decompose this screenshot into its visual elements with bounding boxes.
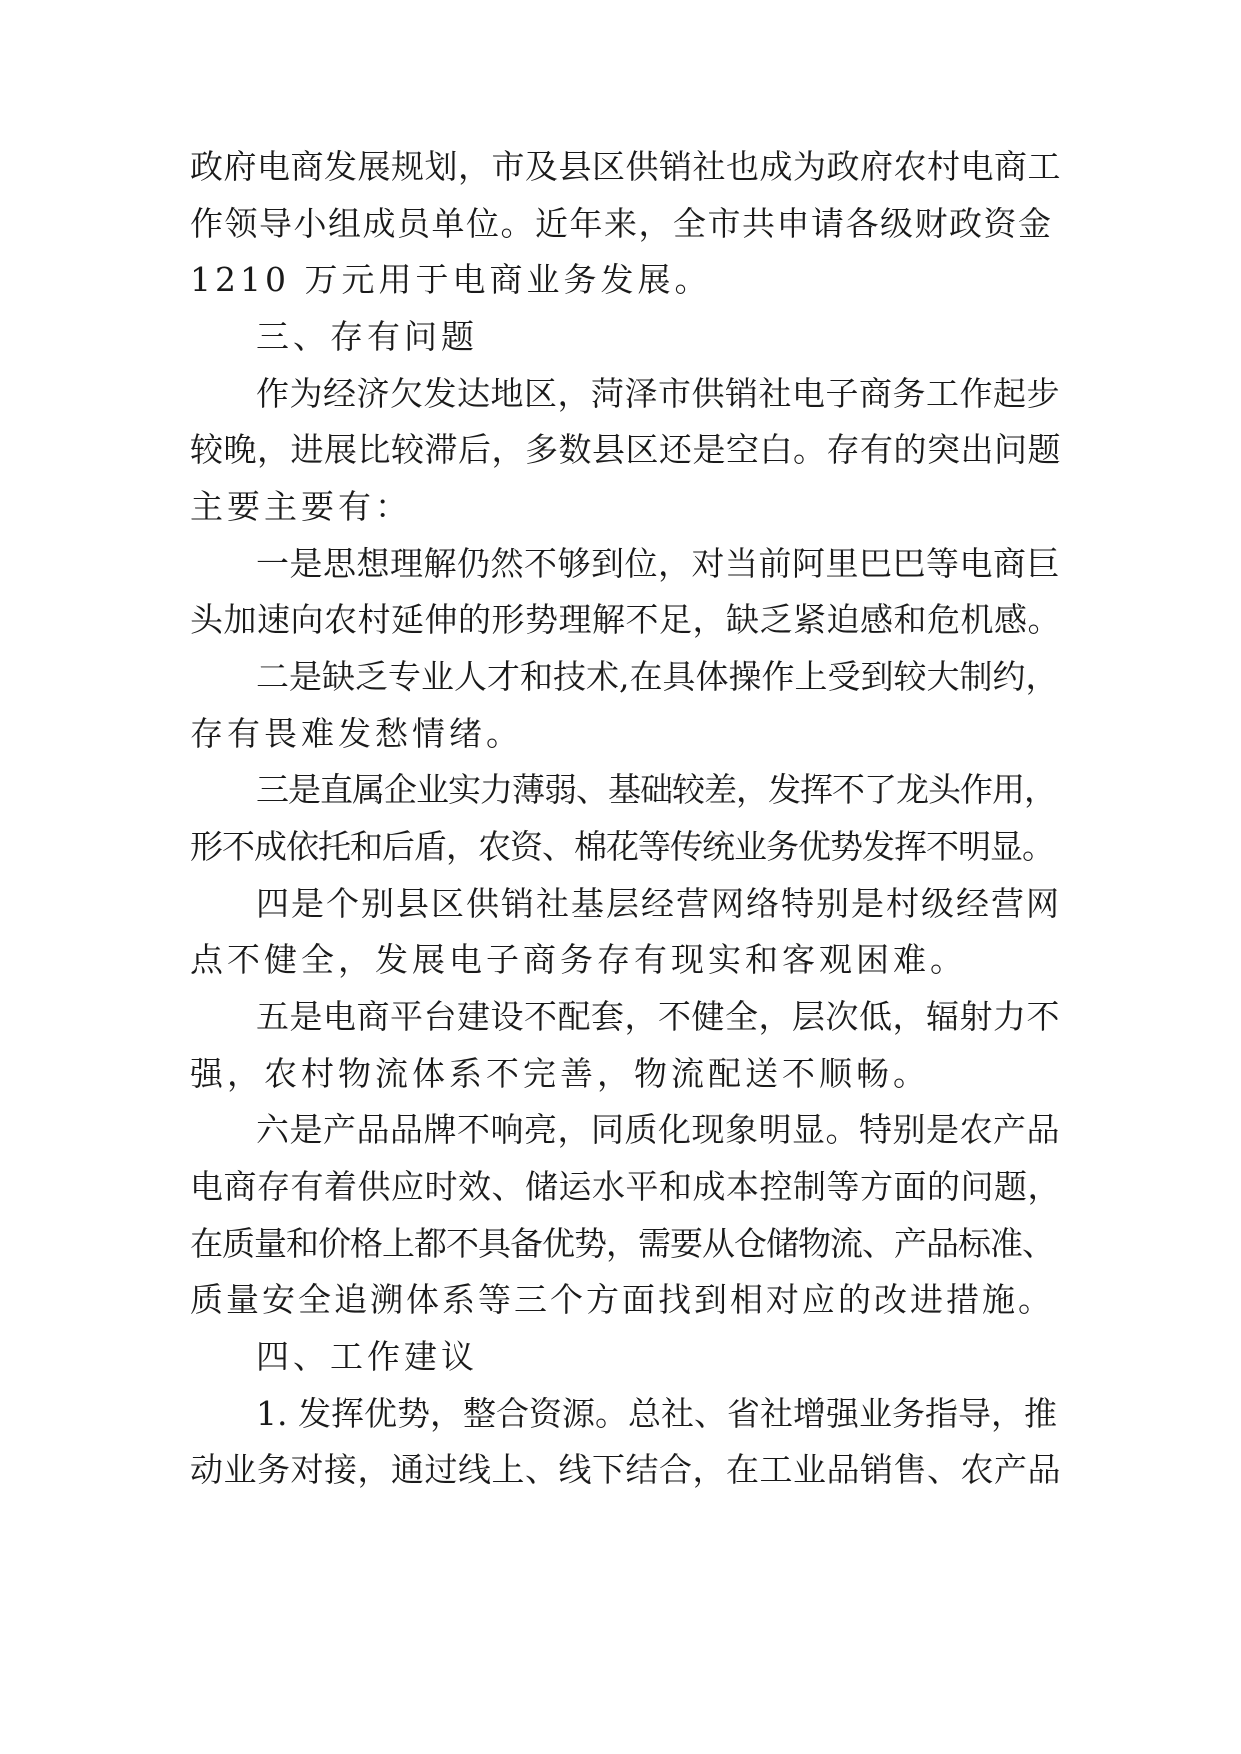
text-line-20: 在质量和价格上都不具备优势，需要从仓储物流、产品标准、 bbox=[190, 1224, 1054, 1263]
text-line-9: 头加速向农村延伸的形势理解不足，缺乏紧迫感和危机感。 bbox=[190, 600, 1061, 639]
section-heading-problems: 三、存有问题 bbox=[256, 317, 478, 356]
text-line-13: 形不成依托和后盾，农资、棉花等传统业务优势发挥不明显。 bbox=[190, 827, 1054, 866]
text-line-17: 强，农村物流体系不完善，物流配送不顺畅。 bbox=[190, 1054, 930, 1093]
text-line-12: 三是直属企业实力薄弱、基础较差，发挥不了龙头作用， bbox=[256, 770, 1056, 809]
text-line-3: 1210 万元用于电商业务发展。 bbox=[190, 260, 712, 299]
text-line-14: 四是个别县区供销社基层经营网络特别是村级经营网 bbox=[256, 884, 1061, 923]
text-line-2: 作领导小组成员单位。近年来，全市共申请各级财政资金 bbox=[190, 204, 1053, 243]
text-line-7: 主要主要有： bbox=[190, 487, 412, 526]
section-heading-suggestions: 四、工作建议 bbox=[256, 1337, 478, 1376]
text-line-15: 点不健全，发展电子商务存有现实和客观困难。 bbox=[190, 940, 967, 979]
text-line-6: 较晚，进展比较滞后，多数县区还是空白。存有的突出问题 bbox=[190, 430, 1061, 469]
text-line-21: 质量安全追溯体系等三个方面找到相对应的改进措施。 bbox=[190, 1280, 1054, 1319]
text-line-8: 一是思想理解仍然不够到位，对当前阿里巴巴等电商巨 bbox=[256, 544, 1060, 583]
text-line-16: 五是电商平台建设不配套，不健全，层次低，辐射力不 bbox=[256, 997, 1060, 1036]
text-line-19: 电商存有着供应时效、储运水平和成本控制等方面的问题， bbox=[190, 1167, 1061, 1206]
text-line-24: 动业务对接，通过线上、线下结合，在工业品销售、农产品 bbox=[190, 1450, 1061, 1489]
text-line-23: 1. 发挥优势，整合资源。总社、省社增强业务指导，推 bbox=[256, 1394, 1057, 1433]
text-line-5: 作为经济欠发达地区，菏泽市供销社电子商务工作起步 bbox=[256, 374, 1060, 413]
text-line-10: 二是缺乏专业人才和技术,在具体操作上受到较大制约， bbox=[256, 657, 1059, 696]
text-line-18: 六是产品品牌不响亮，同质化现象明显。特别是农产品 bbox=[256, 1110, 1060, 1149]
text-line-1: 政府电商发展规划，市及县区供销社也成为政府农村电商工 bbox=[190, 147, 1061, 186]
text-line-11: 存有畏难发愁情绪。 bbox=[190, 714, 523, 753]
